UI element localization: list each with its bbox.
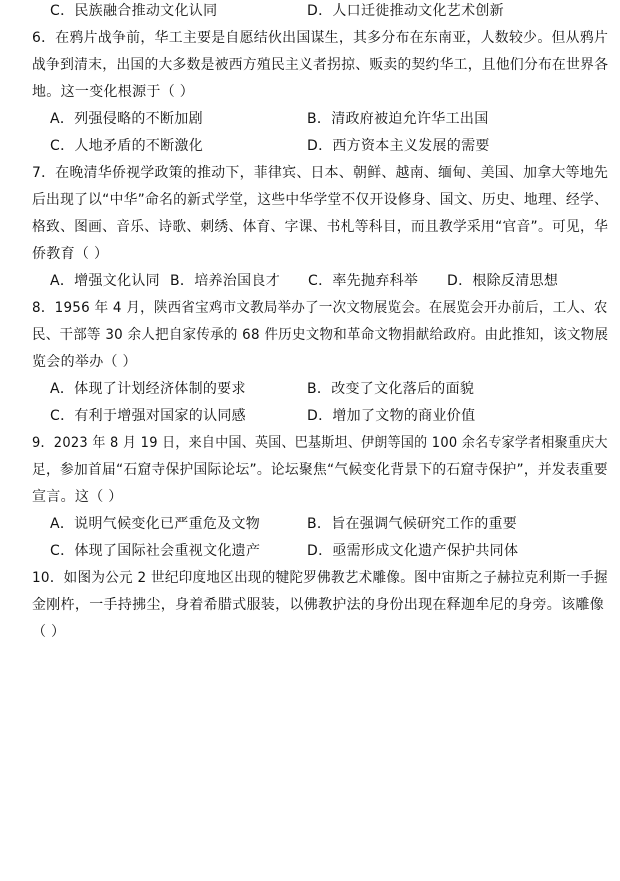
q8-option-b[interactable]: B．改变了文化落后的面貌 (307, 381, 475, 397)
q9-text-line-2: 足，参加首届“石窟寺保护国际论坛”。论坛聚焦“气候变化背景下的石窟寺保护”，并发表重要 (32, 462, 608, 478)
q8-option-a[interactable]: A．体现了计划经济体制的要求 (50, 381, 246, 397)
q9-option-a[interactable]: A．说明气候变化已严重危及文物 (50, 516, 261, 532)
q10-text-line-2: 金刚杵，一手持拂尘，身着希腊式服装，以佛教护法的身份出现在释迦牟尼的身旁。该雕像 (32, 597, 604, 613)
q7-option-d[interactable]: D．根除反清思想 (447, 273, 559, 289)
q6-text-line-3: 地。这一变化根源于（ ） (32, 84, 195, 100)
q7-text-line-3: 格致、图画、音乐、诗歌、刺绣、体育、字课、书札等科目，而且教学采用“官音”。可见，华 (32, 219, 609, 235)
q8-text-line-2: 民、干部等 30 余人把自家传承的 68 件历史文物和革命文物捐献给政府。由此推知，该文物展 (32, 327, 609, 343)
q7-option-c[interactable]: C．率先抛弃科举 (308, 273, 419, 289)
q7-text-line-1: 7．在晚清华侨视学政策的推动下，菲律宾、日本、朝鲜、越南、缅甸、美国、加拿大等地先 (32, 165, 609, 181)
q9-text-line-1: 9．2023 年 8 月 19 日，来自中国、英国、巴基斯坦、伊朗等国的 100 余名专家学者相聚重庆大 (32, 435, 608, 451)
prev-option-d[interactable]: D．人口迁徙推动文化艺术创新 (307, 3, 504, 19)
q8-text-line-3: 览会的举办（ ） (32, 354, 137, 370)
prev-option-c[interactable]: C．民族融合推动文化认同 (50, 3, 218, 19)
q6-option-b[interactable]: B．清政府被迫允许华工出国 (307, 111, 489, 127)
q9-option-c[interactable]: C．体现了国际社会重视文化遗产 (50, 543, 261, 559)
q6-option-c[interactable]: C．人地矛盾的不断激化 (50, 138, 204, 154)
q6-text-line-1: 6．在鸦片战争前，华工主要是自愿结伙出国谋生，其多分布在东南亚，人数较少。但从鸦片 (32, 30, 609, 46)
q9-option-d[interactable]: D．亟需形成文化遗产保护共同体 (307, 543, 519, 559)
q6-text-line-2: 战争到清末，出国的大多数是被西方殖民主义者拐掠、贩卖的契约华工，且他们分布在世界各 (32, 57, 609, 73)
q8-option-c[interactable]: C．有利于增强对国家的认同感 (50, 408, 246, 424)
q7-option-a[interactable]: A．增强文化认同 (50, 273, 160, 289)
q9-text-line-3: 宣言。这（ ） (32, 489, 123, 505)
q6-option-a[interactable]: A．列强侵略的不断加剧 (50, 111, 203, 127)
q8-option-d[interactable]: D．增加了文物的商业价值 (307, 408, 476, 424)
q10-text-line-1: 10．如图为公元 2 世纪印度地区出现的犍陀罗佛教艺术雕像。图中宙斯之子赫拉克利斯一手握 (32, 570, 608, 586)
q8-text-line-1: 8．1956 年 4 月，陕西省宝鸡市文教局举办了一次文物展览会。在展览会开办前后，工人、农 (32, 300, 608, 316)
q9-option-b[interactable]: B．旨在强调气候研究工作的重要 (307, 516, 518, 532)
q6-option-d[interactable]: D．西方资本主义发展的需要 (307, 138, 490, 154)
q7-option-b[interactable]: B．培养治国良才 (170, 273, 281, 289)
q7-text-line-4: 侨教育（ ） (32, 246, 109, 262)
q7-text-line-2: 后出现了以“中华”命名的新式学堂，这些中华学堂不仅开设修身、国文、历史、地理、经学、 (32, 192, 609, 208)
q10-text-line-3: （ ） (32, 624, 66, 640)
